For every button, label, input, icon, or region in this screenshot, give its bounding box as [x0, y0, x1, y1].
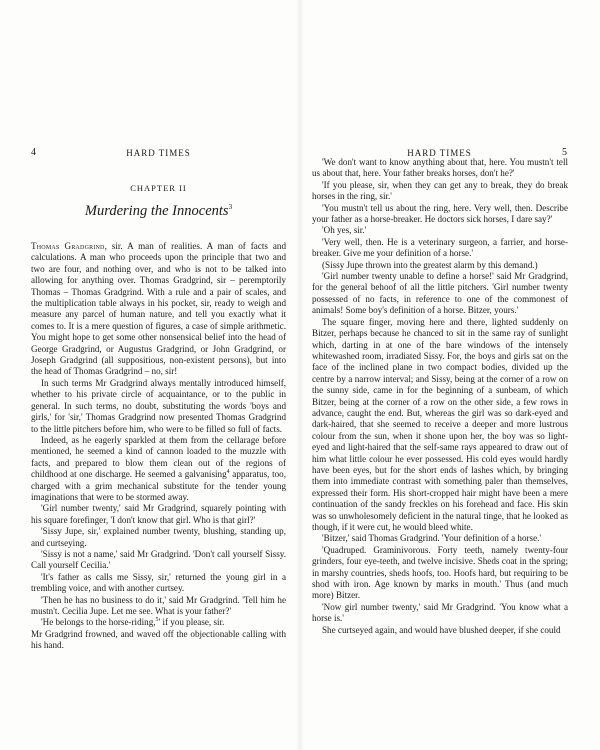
- right-body-text: [312, 157, 568, 636]
- paragraph: [31, 241, 286, 378]
- right-page-number: 5: [562, 147, 567, 158]
- left-page-number: 4: [31, 147, 36, 158]
- paragraph: [31, 617, 286, 628]
- footnote-marker: 5: [155, 617, 159, 624]
- paragraph-text: 'He belongs to the horse-riding,: [41, 617, 156, 628]
- paragraph: 'You mustn't tell us about the ring, here. Very well, then. Describe your father as a horse-breaker. He doctors sick horses, I dare say?': [312, 202, 568, 225]
- paragraph: 'Girl number twenty,' said Mr Gradgrind, squarely pointing with his square forefinger, 'I don't know that girl. Who is that girl?': [31, 503, 286, 525]
- opening-smallcaps: Thomas Gradgrind: [31, 241, 105, 251]
- chapter-label: CHAPTER II: [130, 183, 187, 193]
- paragraph-text: , sir. A man of realities. A man of facts and calculations. A man who proceeds upon the principle that two and two are four, and nothing over, and who is not to be talked into allowing for anything over. Thomas Gradgrind, sir – peremptorily Thomas – Thomas Gradgrind. With a rule and a pair of scales, and the multiplication table always in his pocket, sir, ready to weigh and measure any parcel of human nature, and tell you exactly what it comes to. It is a mere question of figures, a case of simple arithmetic. You might hope to get some other nonsensical belief into the head of George Gradgrind, or Augustus Gradgrind, or John Gradgrind, or Joseph Gradgrind (all suppositious, non-existent persons), but into the head of Thomas Gradgrind – no, sir!: [31, 241, 286, 377]
- paragraph: 'Sissy Jupe, sir,' explained number twenty, blushing, standing up, and curtseying.: [31, 526, 286, 548]
- paragraph: In such terms Mr Gradgrind always mentally introduced himself, whether to his private circle of acquaintance, or to the public in general. In such terms, no doubt, substituting the words 'boys and girls,' for 'sir,' Thomas Gradgrind now presented Thomas Gradgrind to the little pitchers before him, who were to be filled so full of facts.: [31, 377, 286, 434]
- paragraph: 'Bitzer,' said Thomas Gradgrind. 'Your definition of a horse.': [322, 533, 542, 544]
- right-running-head-title: HARD TIMES: [407, 148, 472, 158]
- paragraph: 'Quadruped. Graminivorous. Forty teeth, namely twenty-four grinders, four eye-teeth, and twelve incisive. Sheds coat in the spring; in marshy countries, sheds hoofs, too. Hoofs hard, but requiring to be shod with iron. Age known by marks in mouth.' Thus (and much more) Bitzer.: [312, 544, 568, 601]
- paragraph-text: Indeed, as he eagerly sparkled at them from the cellarage before mentioned, he seemed a kind of cannon loaded to the muzzle with facts, and prepared to blow them clean out of the regions of childhood at one discharge. He seemed a galvanising: [31, 434, 286, 480]
- paragraph: 'Oh yes, sir.': [322, 225, 367, 236]
- paragraph: Mr Gradgrind frowned, and waved off the objectionable calling with his hand.: [31, 628, 286, 651]
- paragraph: 'We don't want to know anything about that, here. You mustn't tell us about that, here. Your father breaks horses, don't he?': [312, 157, 568, 179]
- paragraph: The square finger, moving here and there, lighted suddenly on Bitzer, perhaps because he chanced to sit in the same ray of sunlight which, darting in at one of the bare windows of the intensely whitewashed room, irradiated Sissy. For, the boys and girls sat on the face of the inclined plane in two compact bodies, divided up the centre by a narrow interval; and Sissy, being at the corner of a row on the sunny side, came in for the beginning of a sunbeam, of which Bitzer, being at the corner of a row on the other side, a few rows in advance, caught the end. But, whereas the girl was so dark-eyed and dark-haired, that she seemed to receive a deeper and more lustrous colour from the sun, when it shone upon her, the boy was so light-eyed and light-haired that the self-same rays appeared to draw out of him what little colour he ever possessed. His cold eyes would hardly have been eyes, but for the short ends of lashes which, by bringing them into immediate contrast with something paler than themselves, expressed their form. His short-cropped hair might have been a mere continuation of the sandy freckles on his forehead and face. His skin was so unwholesomely deficient in the natural tinge, that he looked as though, if it were cut, he would bleed white.: [312, 316, 568, 532]
- footnote-marker: 4: [226, 469, 230, 476]
- paragraph: 'Very well, then. He is a veterinary surgeon, a farrier, and horse-breaker. Give me your definition of a horse.': [312, 236, 568, 259]
- paragraph: 'Girl number twenty unable to define a horse!' said Mr Gradgrind, for the general behoof of all the little pitchers. 'Girl number twenty possessed of no facts, in reference to one of the commonest of animals! Some boy's definition of a horse. Bitzer, yours.': [312, 271, 568, 316]
- paragraph: She curtseyed again, and would have blushed deeper, if she could: [322, 624, 561, 635]
- paragraph-text: ' if you please, sir.: [158, 617, 225, 628]
- paragraph: (Sissy Jupe thrown into the greatest alarm by this demand.): [322, 259, 538, 270]
- chapter-title-text: Murdering the Innocents: [84, 203, 229, 219]
- paragraph-text: apparatus, too, charged with a grim mechanical substitute for the tender young imaginations that were to be stormed away.: [31, 469, 286, 502]
- paragraph: [31, 435, 286, 503]
- chapter-title: [31, 203, 286, 220]
- paragraph: 'Sissy is not a name,' said Mr Gradgrind. 'Don't call yourself Sissy. Call yourself Cecilia.': [31, 548, 286, 571]
- paragraph: 'It's father as calls me Sissy, sir,' returned the young girl in a trembling voice, and with another curtsey.: [31, 571, 286, 594]
- left-running-head-title: HARD TIMES: [126, 148, 191, 158]
- left-body-text: [31, 241, 286, 652]
- right-page: [300, 0, 600, 750]
- paragraph: 'Then he has no business to do it,' said Mr Gradgrind. 'Tell him he mustn't. Cecilia Jupe. Let me see. What is your father?': [31, 594, 286, 616]
- paragraph: 'Now girl number twenty,' said Mr Gradgrind. 'You know what a horse is.': [312, 601, 568, 624]
- chapter-title-note: 3: [228, 203, 233, 212]
- paragraph: 'If you please, sir, when they can get any to break, they do break horses in the ring, sir.': [312, 179, 568, 202]
